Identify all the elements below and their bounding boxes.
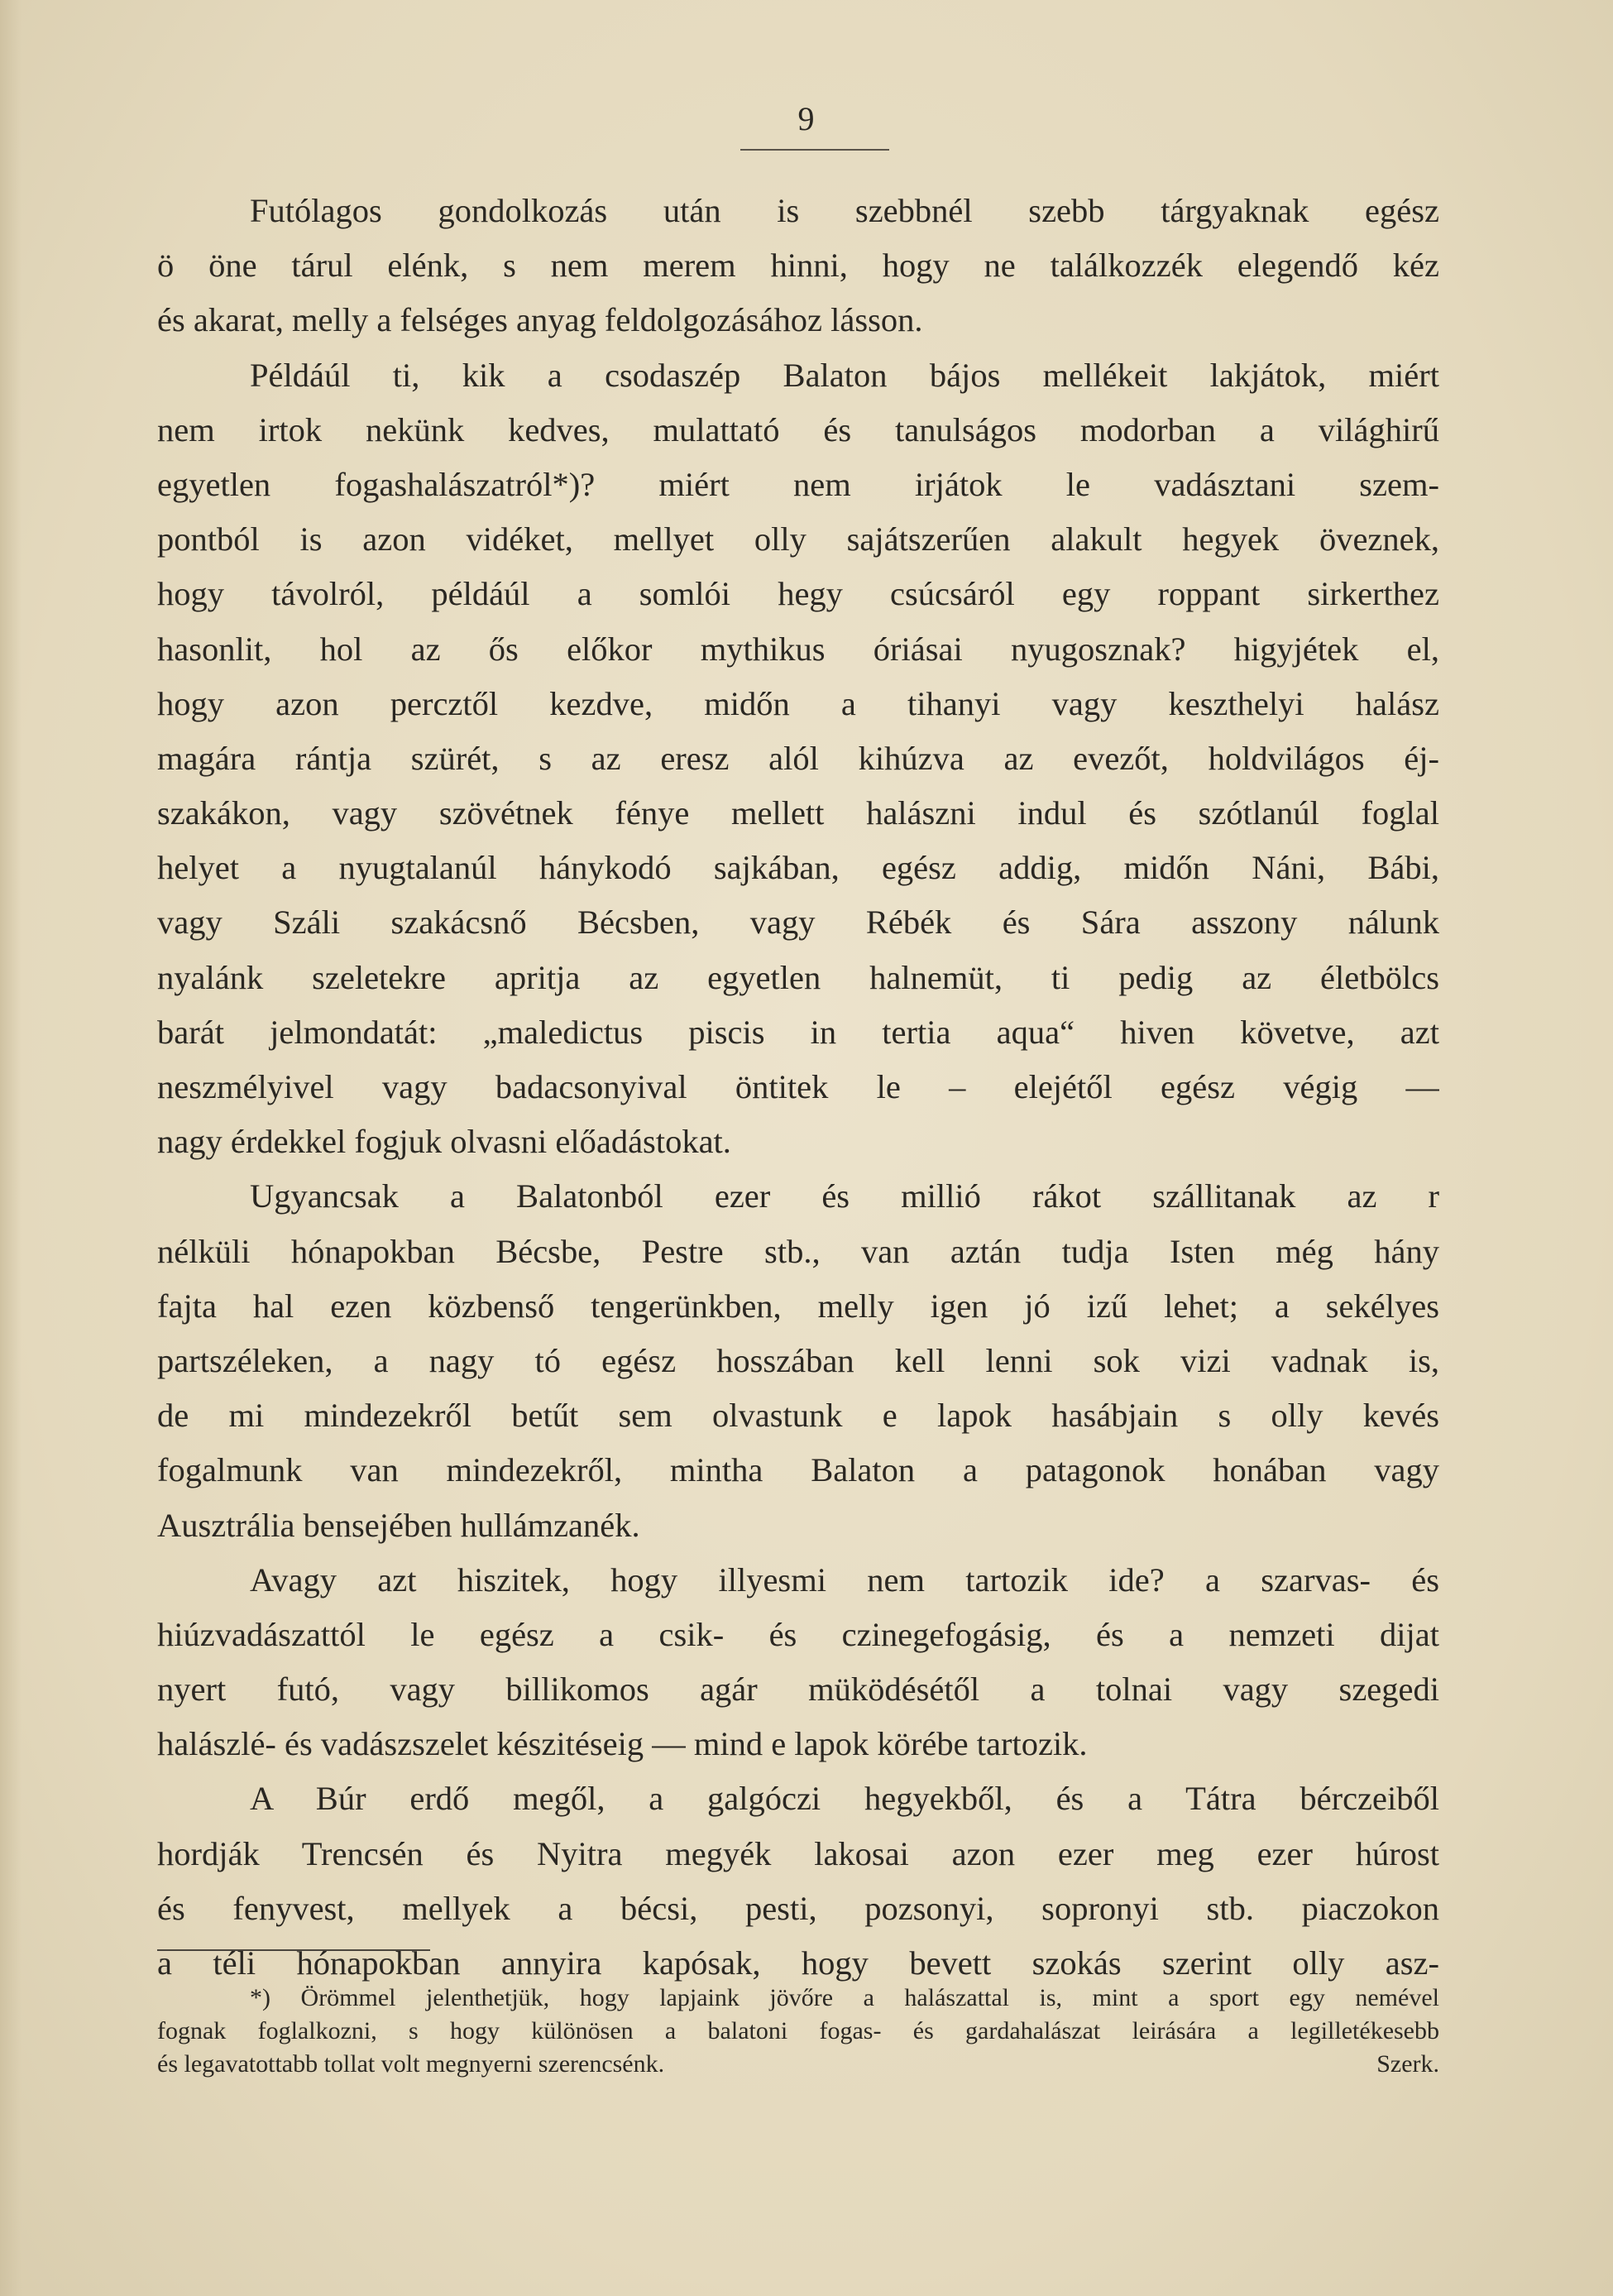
text-line: magára rántja szürét, s az eresz alól kihúzva az evezőt, holdvilágos éj- [157,739,1439,777]
text-line: halászlé- és vadászszelet készitéseig — mind e lapok körébe tartozik. [157,1725,1088,1763]
text-line: nyalánk szeletekre apritja az egyetlen halnemüt, ti pedig az életbölcs [157,958,1439,996]
footnote-line: és legavatottabb tollat volt megnyerni szerencsénk. [157,2050,665,2078]
text-line: nem irtok nekünk kedves, mulattató és tanulságos modorban a világhirű [157,410,1439,448]
text-line: szakákon, vagy szövétnek fénye mellett halászni indul és szótlanúl foglal [157,794,1439,832]
text-line: hogy azon percztől kezdve, midőn a tihanyi vagy keszthelyi halász [157,684,1439,722]
text-line: nagy érdekkel fogjuk olvasni előadástokat. [157,1123,731,1161]
text-line: Ausztrália bensejében hullámzanék. [157,1506,640,1544]
footnote [157,1982,1439,2081]
footnote-rule [157,1949,430,1951]
text-line: helyet a nyugtalanúl hánykodó sajkában, egész addig, midőn Náni, Bábi, [157,849,1439,887]
footnote-line: fognak foglalkozni, s hogy különösen a balatoni fogas- és gardahalászat leirására a legilletékesebb [157,2017,1439,2044]
text-line: Futólagos gondolkozás után is szebbnél szebb tárgyaknak egész [250,192,1439,229]
text-line: ö öne tárul elénk, s nem merem hinni, hogy ne találkozzék elegendő kéz [157,247,1439,285]
page-number-rule [740,149,889,151]
text-line: hiúzvadászattól le egész a csik- és czinegefogásig, és a nemzeti dijat [157,1615,1439,1653]
page-edge-shadow [0,0,22,2296]
text-line: hogy távolról, példáúl a somlói hegy csúcsáról egy roppant sirkerthez [157,575,1439,613]
text-line: neszmélyivel vagy badacsonyival öntitek le – elejétől egész végig — [157,1068,1439,1105]
text-line: fogalmunk van mindezekről, mintha Balaton a patagonok honában vagy [157,1451,1439,1489]
text-line: nyert futó, vagy billikomos agár müködésétől a tolnai vagy szegedi [157,1670,1439,1709]
text-line: Ugyancsak a Balatonból ezer és millió rákot szállitanak az r [250,1177,1439,1215]
text-line: fajta hal ezen közbenső tengerünkben, melly igen jó izű lehet; a sekélyes [157,1287,1439,1325]
text-line: Avagy azt hiszitek, hogy illyesmi nem tartozik ide? a szarvas- és [250,1560,1439,1599]
text-line: egyetlen fogashalászatról*)? miért nem irjátok le vadásztani szem- [157,465,1439,503]
text-line: barát jelmondatát: „maledictus piscis in tertia aqua“ hiven követve, azt [157,1013,1439,1051]
text-line: de mi mindezekről betűt sem olvastunk e lapok hasábjain s olly kevés [157,1397,1439,1435]
text-line: A Búr erdő megől, a galgóczi hegyekből, és a Tátra bérczeiből [250,1780,1439,1818]
body-text [157,184,1439,1991]
text-line: és akarat, melly a felséges anyag feldolgozásához lásson. [157,301,923,339]
text-line: pontból is azon vidéket, mellyet olly sajátszerűen alakult hegyek öveznek, [157,520,1439,558]
text-line: hordják Trencsén és Nyitra megyék lakosai azon ezer meg ezer húrost [157,1834,1439,1872]
text-line: nélküli hónapokban Bécsbe, Pestre stb., van aztán tudja Isten még hány [157,1232,1439,1270]
text-line: Példáúl ti, kik a csodaszép Balaton bájos mellékeit lakjátok, miért [250,356,1439,394]
footnote-signature: Szerk. [1376,2050,1439,2078]
text-line: és fenyvest, mellyek a bécsi, pesti, pozsonyi, sopronyi stb. piaczokon [157,1889,1439,1927]
text-line: vagy Száli szakácsnő Bécsben, vagy Rébék és Sára asszony nálunk [157,904,1439,942]
text-line: hasonlit, hol az ős előkor mythikus óriásai nyugosznak? higyjétek el, [157,630,1439,668]
text-line: a téli hónapokban annyira kapósak, hogy bevett szokás szerint olly asz- [157,1944,1439,1982]
footnote-line: *) Örömmel jelenthetjük, hogy lapjaink jövőre a halászattal is, mint a sport egy nemével [250,1984,1439,2011]
page-number: 9 [797,100,816,137]
text-line: partszéleken, a nagy tó egész hosszában kell lenni sok vizi vadnak is, [157,1341,1439,1379]
